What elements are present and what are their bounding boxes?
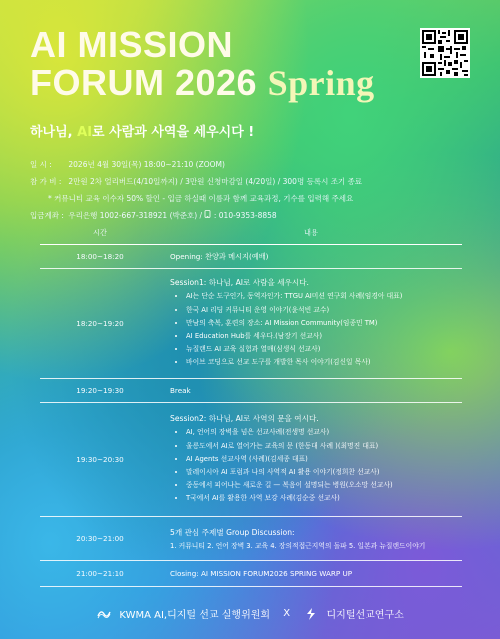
date-label: 일 시 : (30, 160, 52, 169)
subtitle-ai: AI (77, 125, 93, 140)
title-line-1: AI MISSION (30, 24, 234, 65)
account-value: 우리은행 1002-667-318921 (박준호) / (68, 211, 205, 220)
poster-subtitle (30, 121, 254, 140)
title-forum-year: FORUM 2026 (30, 62, 258, 103)
discussion-topics: 1. 커뮤니티 2. 언어 장벽 3. 교육 4. 장의적접근지역의 돌파 5. 일본과 뉴질랜드이야기 (170, 542, 426, 550)
header-time: 시간 (40, 224, 160, 245)
session-title: Session2: 하나님, AI로 사역의 문을 여시다. (170, 414, 319, 424)
row-title: Break (160, 379, 462, 403)
table-row (40, 561, 462, 587)
row-title: Opening: 찬양과 메시지(예배) (160, 245, 462, 269)
table-row (40, 379, 462, 403)
list-item: • 바이브 코딩으로 선교 도구를 개발한 목사 이야기(김신일 목사) (186, 356, 462, 369)
kwma-logo-icon (96, 608, 112, 620)
poster-title (30, 26, 375, 102)
event-info (30, 156, 362, 224)
account-row (30, 207, 362, 224)
row-time: 18:20~19:20 (40, 269, 160, 379)
table-row (40, 269, 462, 379)
list-item: • 한국 AI 리딩 커뮤니티 운영 이야기(윤석빈 교수) (186, 304, 462, 317)
fee-label: 참 가 비 : (30, 177, 62, 186)
discussion-title: 5개 관심 주제별 Group Discussion: (170, 528, 295, 537)
list-item: • 만남의 축복, 훈련의 장소: AI Mission Community(임종민 TM) (186, 317, 462, 330)
account-label: 입금계좌 : (30, 211, 64, 220)
date-row (30, 156, 362, 173)
list-item: • 중동에서 피어나는 새로운 길 — 복음이 설명되는 병원(오소망 선교사) (186, 479, 462, 492)
row-title: Closing: AI MISSION FORUM2026 SPRING WARP UP (160, 561, 462, 587)
list-item: • AI, 언어의 장벽을 넘은 선교사례(전생명 선교사) (186, 426, 462, 439)
list-item: • 말레이시아 AI 포럼과 나의 사역적 AI 활용 이야기(정희찬 선교사) (186, 466, 462, 479)
session-title: Session1: 하나님, AI로 사람을 세우시다. (170, 278, 309, 288)
qr-code-icon[interactable] (420, 28, 470, 78)
list-item: • T국에서 AI를 활용한 사역 보강 사례(김순중 선교사) (186, 492, 462, 505)
title-line-2 (30, 64, 375, 102)
row-content (160, 517, 462, 561)
schedule-header-row (40, 224, 462, 245)
table-row (40, 517, 462, 561)
list-item: • AI는 단순 도구인가, 동역자인가: TTGU AI미션 연구회 사례(임경아 대표) (186, 290, 462, 303)
row-time: 19:30~20:30 (40, 403, 160, 517)
session-item-list (170, 426, 462, 505)
discount-note: * 커뮤니티 교육 이수자 50% 할인 - 입금 하실때 이름과 함께 교육과정, 기수를 입력해 주세요 (48, 194, 354, 203)
org2-name: 디지털선교연구소 (326, 610, 404, 621)
subtitle-part: 하나님, (30, 125, 78, 140)
list-item: • 뉴질랜드 AI 교육 실험과 열매(심생식 선교사) (186, 343, 462, 356)
digital-mission-logo-icon (303, 608, 319, 620)
row-time: 20:30~21:00 (40, 517, 160, 561)
date-value: 2026년 4월 30일(목) 18:00~21:10 (ZOOM) (68, 160, 225, 169)
phone-value: : 010-9353-8858 (213, 211, 277, 220)
row-content (160, 269, 462, 379)
subtitle-part-2: 로 사람과 사역을 세우시다 ! (92, 125, 255, 140)
table-row (40, 403, 462, 517)
footer-logos (0, 606, 500, 621)
row-content (160, 403, 462, 517)
org1-name: KWMA AI,디지털 선교 실행위원회 (119, 610, 271, 621)
row-time: 18:00~18:20 (40, 245, 160, 269)
list-item: • 울릉도에서 AI로 열어가는 교육의 문 (한동대 사례 )(최명진 대표) (186, 440, 462, 453)
header-content: 내용 (160, 224, 462, 245)
fee-row (30, 173, 362, 190)
list-item: • AI Agents 선교사역 (사례)(김세종 대표) (186, 453, 462, 466)
table-row (40, 245, 462, 269)
list-item: • AI Education Hub를 세우다.(남장기 선교사) (186, 330, 462, 343)
footer-separator: X (283, 608, 291, 619)
fee-value: 2만원 2차 얼리버드(4/10일까지) / 3만원 신청마감일 (4/20일) / 300명 등록시 조기 종료 (68, 177, 363, 186)
title-spring: Spring (267, 63, 375, 103)
session-item-list (170, 290, 462, 369)
row-time: 21:00~21:10 (40, 561, 160, 587)
schedule-table (40, 224, 462, 587)
row-time: 19:20~19:30 (40, 379, 160, 403)
phone-icon (204, 211, 213, 220)
